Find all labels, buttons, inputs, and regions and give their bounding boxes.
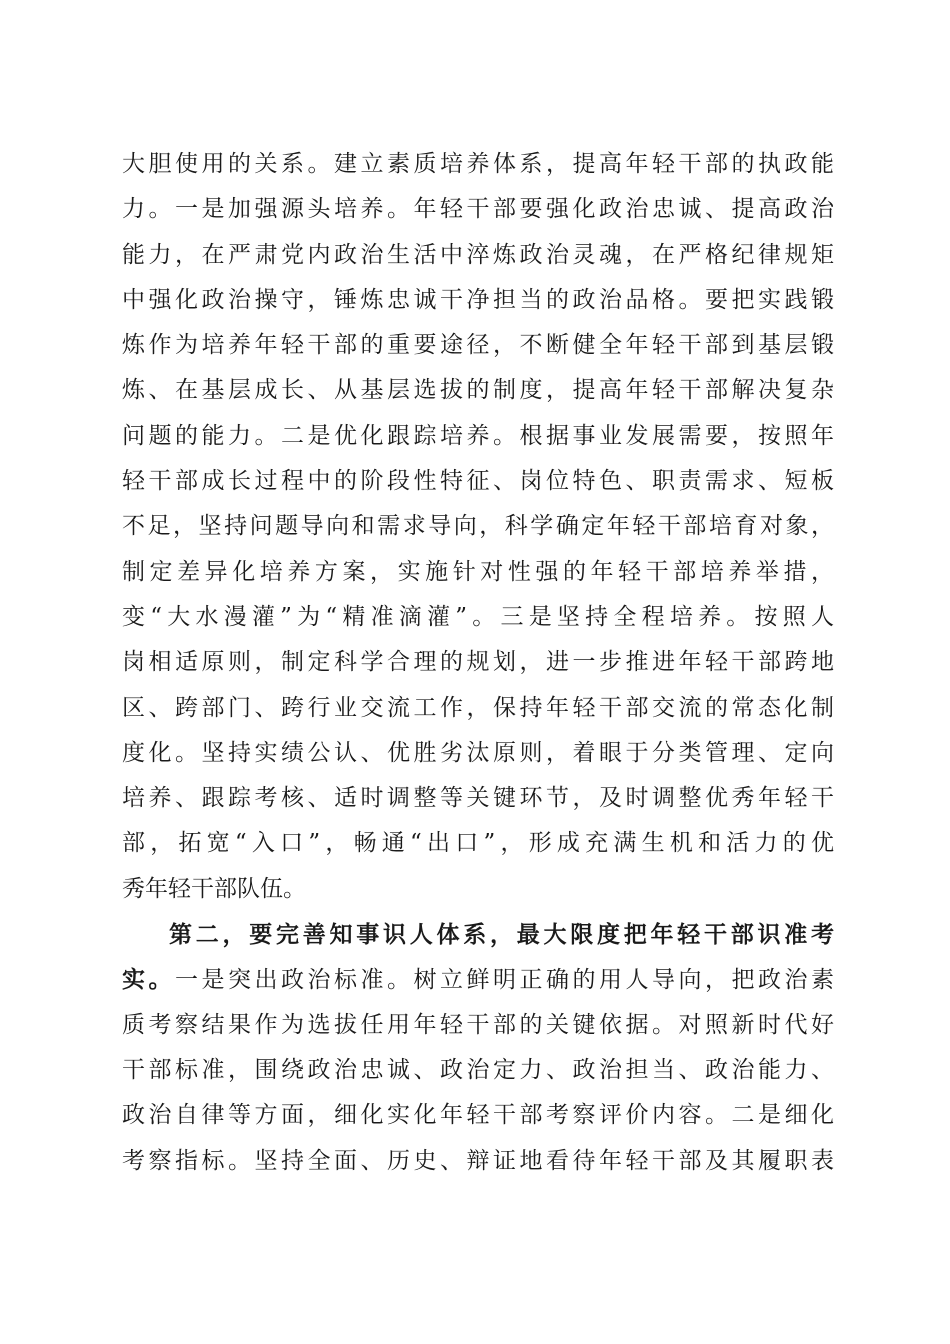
- text-line: 质考察结果作为选拔任用年轻干部的关键依据。对照新时代好: [122, 1011, 834, 1038]
- text-line: 秀年轻干部队伍。: [122, 875, 306, 902]
- text-line: 岗相适原则，制定科学合理的规划，进一步推进年轻干部跨地: [122, 649, 834, 676]
- text-line-rest: 一是突出政治标准。树立鲜明正确的用人导向，把政治素: [175, 967, 834, 994]
- text-line: 干部标准，围绕政治忠诚、政治定力、政治担当、政治能力、: [122, 1056, 834, 1083]
- text-line: 区、跨部门、跨行业交流工作，保持年轻干部交流的常态化制: [122, 694, 834, 721]
- text-line: 力。一是加强源头培养。年轻干部要强化政治忠诚、提高政治: [122, 196, 834, 223]
- text-line: 轻干部成长过程中的阶段性特征、岗位特色、职责需求、短板: [122, 468, 834, 495]
- text-line: 炼、在基层成长、从基层选拔的制度，提高年轻干部解决复杂: [122, 377, 834, 404]
- text-line: 中强化政治操守，锤炼忠诚干净担当的政治品格。要把实践锻: [122, 286, 834, 313]
- text-line: 考察指标。坚持全面、历史、辩证地看待年轻干部及其履职表: [122, 1147, 834, 1174]
- text-line: 能力，在严肃党内政治生活中淬炼政治灵魂，在严格纪律规矩: [122, 241, 834, 268]
- text-line: 部，拓宽“入口”，畅通“出口”，形成充满生机和活力的优: [122, 830, 834, 857]
- text-line: 问题的能力。二是优化跟踪培养。根据事业发展需要，按照年: [122, 422, 834, 449]
- text-line: 不足，坚持问题导向和需求导向，科学确定年轻干部培育对象，: [122, 513, 834, 540]
- text-line: [122, 957, 834, 1002]
- text-line: 炼作为培养年轻干部的重要途径，不断健全年轻干部到基层锻: [122, 332, 834, 359]
- text-line: 政治自律等方面，细化实化年轻干部考察评价内容。二是细化: [122, 1102, 834, 1129]
- document-body: [122, 142, 834, 1184]
- text-line: 培养、跟踪考核、适时调整等关键环节，及时调整优秀年轻干: [122, 785, 834, 812]
- text-line: 大胆使用的关系。建立素质培养体系，提高年轻干部的执政能: [122, 151, 834, 177]
- text-line: 度化。坚持实绩公认、优胜劣汰原则，着眼于分类管理、定向: [122, 739, 834, 766]
- text-line: 制定差异化培养方案，实施针对性强的年轻干部培养举措，: [122, 558, 834, 585]
- section-heading-line: 第二，要完善知事识人体系，最大限度把年轻干部识准考: [169, 921, 834, 949]
- text-line: 变“大水漫灌”为“精准滴灌”。三是坚持全程培养。按照人: [122, 603, 834, 630]
- section-heading-tail: 实。: [122, 966, 175, 994]
